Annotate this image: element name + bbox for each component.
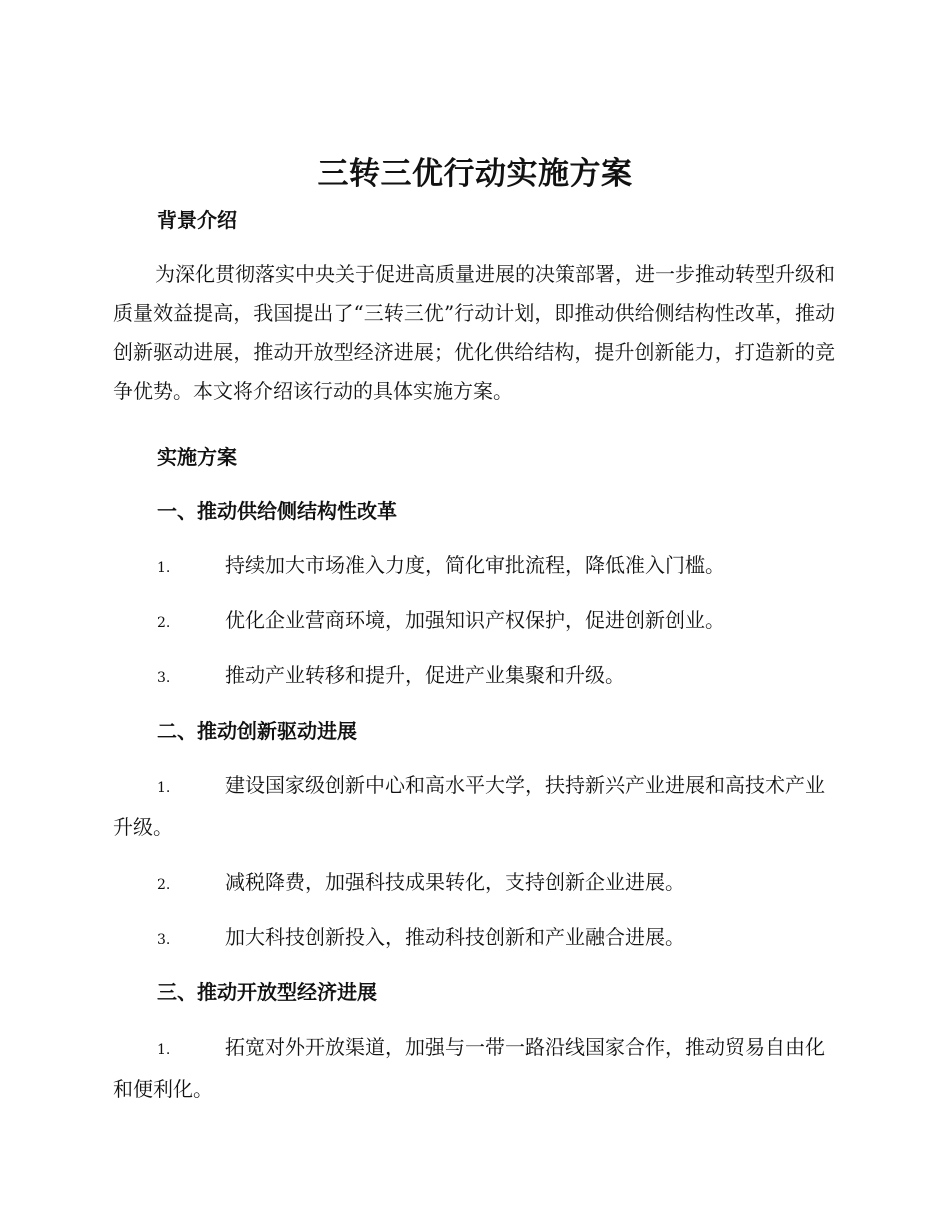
- list-item-number: 3.: [157, 670, 171, 686]
- list-item-text: 优化企业营商环境，加强知识产权保护，促进创新创业。: [225, 608, 725, 632]
- plan-heading: 实施方案: [157, 445, 237, 469]
- list-item: [113, 918, 835, 960]
- section-heading: 二、推动创新驱动进展: [157, 719, 357, 743]
- list-item-text: 持续加大市场准入力度，简化审批流程，降低准入门槛。: [225, 553, 725, 577]
- document-title: 三转三优行动实施方案: [317, 156, 633, 192]
- list-item-text: 减税降费，加强科技成果转化，支持创新企业进展。: [225, 870, 685, 894]
- list-item: [113, 863, 835, 905]
- list-item-number: 1.: [157, 560, 171, 576]
- list-item: [113, 601, 835, 643]
- section-heading: 一、推动供给侧结构性改革: [157, 499, 397, 523]
- list-item: [113, 546, 835, 588]
- list-item-number: 1.: [157, 780, 171, 796]
- list-item-number: 2.: [157, 615, 171, 631]
- background-heading: 背景介绍: [157, 208, 237, 232]
- list-item: [113, 1028, 835, 1109]
- list-item-text: 建设国家级创新中心和高水平大学，扶持新兴产业进展和高技术产业升级。: [113, 773, 825, 839]
- list-item-text: 拓宽对外开放渠道，加强与一带一路沿线国家合作，推动贸易自由化和便利化。: [113, 1035, 825, 1101]
- background-paragraph: 为深化贯彻落实中央关于促进高质量进展的决策部署，进一步推动转型升级和质量效益提高，我国提出了“三转三优”行动计划，即推动供给侧结构性改革，推动创新驱动进展，推动开放型经济进展；优化供给结构，提升创新能力，打造新的竞争优势。本文将介绍该行动的具体实施方案。: [113, 262, 835, 403]
- list-item-text: 推动产业转移和提升，促进产业集聚和升级。: [225, 663, 625, 687]
- list-item-text: 加大科技创新投入，推动科技创新和产业融合进展。: [225, 925, 685, 949]
- list-item: [113, 656, 835, 698]
- list-item-number: 1.: [157, 1042, 171, 1058]
- section-heading: 三、推动开放型经济进展: [157, 980, 377, 1004]
- list-item-number: 2.: [157, 877, 171, 893]
- list-item: [113, 766, 835, 847]
- list-item-number: 3.: [157, 932, 171, 948]
